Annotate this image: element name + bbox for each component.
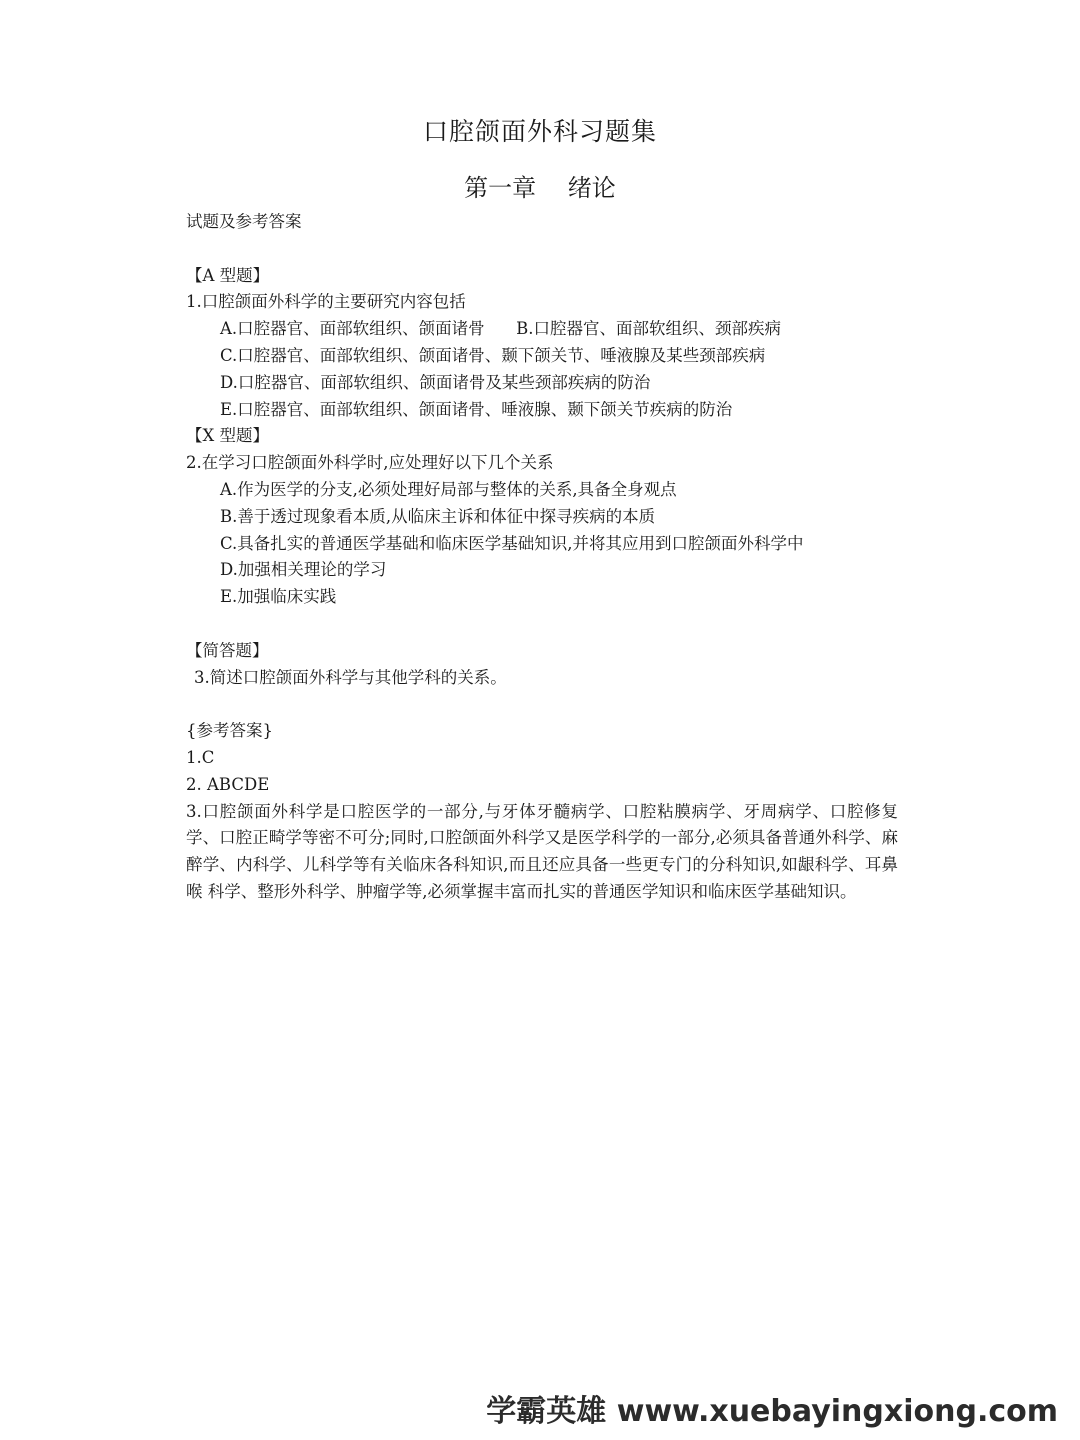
question-1: 1.口腔颌面外科学的主要研究内容包括 [186,292,466,312]
answers-heading: {参考答案} [186,721,273,741]
spacer [186,691,906,718]
document-title: 口腔颌面外科习题集 [422,117,657,146]
question-2-option-d: D.加强相关理论的学习 [220,560,387,580]
answer-1: 1.C [186,747,215,767]
section-x-heading: 【X 型题】 [186,426,269,446]
question-2-option-b: B.善于透过现象看本质,从临床主诉和体征中探寻疾病的本质 [220,506,656,526]
question-2-option-c: C.具备扎实的普通医学基础和临床医学基础知识,并将其应用到口腔颌面外科学中 [220,533,804,553]
answer-2: 2. ABCDE [186,774,270,794]
spacer [186,236,906,263]
section-a-heading: 【A 型题】 [186,265,270,285]
answer-3: 3.口腔颌面外科学是口腔医学的一部分,与牙体牙髓病学、口腔粘膜病学、牙周病学、口腔修复 学、口腔正畸学等密不可分;同时,口腔颌面外科学又是医学科学的一部分,必须具备普通外科学、麻 醉学、内科学、儿科学等有关临床各科知识,而且还应具备一些更专门的分科知识,如龈科学、耳鼻喉 科学、整形外科学、肿瘤学等,必须掌握丰富而扎实的普通医学知识和临床医学基础知识。 [186,801,898,901]
chapter-title: 第一章 绪论 [464,174,616,202]
question-1-option-d: D.口腔器官、面部软组织、颌面诸骨及某些颈部疾病的防治 [220,372,651,392]
subtitle: 试题及参考答案 [186,212,302,231]
site-watermark: 学霸英雄 www.xuebayingxiong.com [486,1394,1058,1429]
spacer [186,611,906,638]
question-1-option-c: C.口腔器官、面部软组织、颌面诸骨、颞下颌关节、唾液腺及某些颈部疾病 [220,345,766,365]
question-1-option-e: E.口腔器官、面部软组织、颌面诸骨、唾液腺、颞下颌关节疾病的防治 [220,399,733,419]
question-2-option-a: A.作为医学的分支,必须处理好局部与整体的关系,具备全身观点 [220,479,677,499]
question-2-option-e: E.加强临床实践 [220,587,337,607]
document-body [186,209,906,906]
question-1-option-ab: A.口腔器官、面部软组织、颌面诸骨 B.口腔器官、面部软组织、颈部疾病 [220,319,781,339]
section-short-heading: 【简答题】 [186,640,269,660]
question-3: 3.简述口腔颌面外科学与其他学科的关系。 [194,667,507,687]
question-2: 2.在学习口腔颌面外科学时,应处理好以下几个关系 [186,453,554,473]
